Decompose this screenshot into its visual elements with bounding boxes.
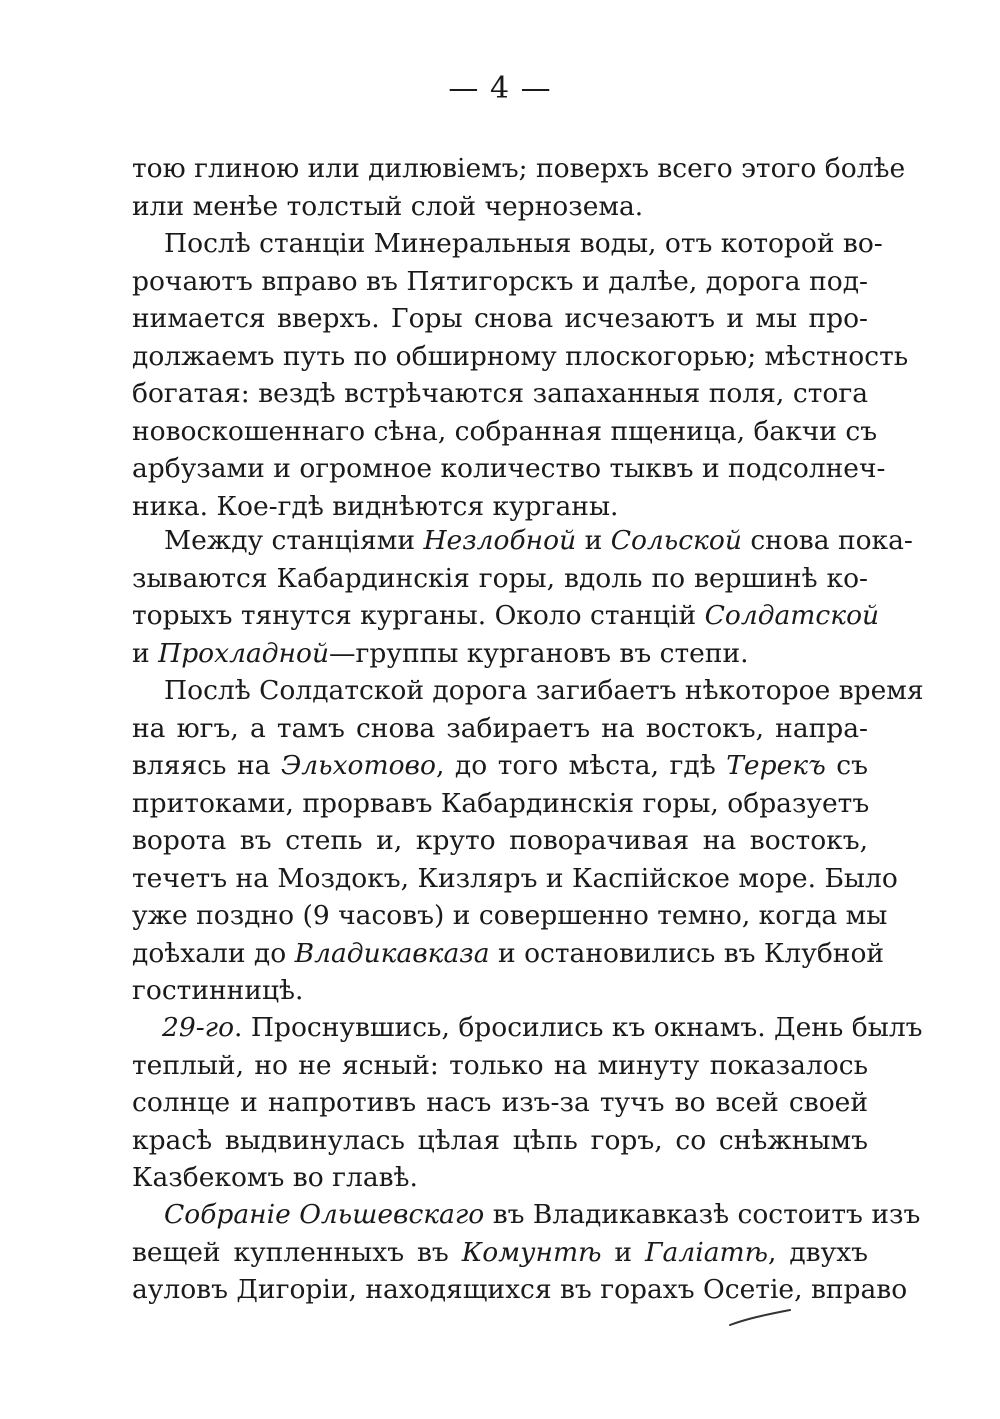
italic-place-name: Владикавказа (294, 937, 490, 969)
text-line: вляясь на Эльхотово, до того мѣста, гдѣ Терекъ съ (132, 750, 868, 781)
text-line: уже поздно (9 часовъ) и совершенно темно, когда мы (132, 900, 888, 931)
text-line: богатая: вездѣ встрѣчаются запаханныя поля, стога (132, 378, 868, 409)
italic-date: 29-го (162, 1012, 235, 1043)
text-line: новоскошеннаго сѣна, собранная пщеница, бакчи съ (132, 415, 878, 447)
text-line: доѣхали до Владикавказа и остановились въ Клубной (132, 937, 885, 969)
paragraph-6 (132, 1196, 921, 1309)
text-line: Казбекомъ во главѣ. (132, 1162, 418, 1193)
text-line: ауловъ Дигоріи, находящихся въ горахъ Осетіе, вправо (132, 1274, 908, 1305)
text-line: или менѣе толстый слой чернозема. (132, 190, 644, 222)
italic-place-name: Солдатской (704, 600, 880, 631)
paragraph-3 (132, 522, 913, 672)
text-line: рочаютъ вправо въ Пятигорскъ и далѣе, дорога под- (132, 265, 868, 297)
text-line: гостинницѣ. (132, 975, 304, 1006)
text-line: на югъ, а тамъ снова забираетъ на востокъ, напра- (132, 712, 868, 744)
text-line: Послѣ станціи Минеральныя воды, отъ которой во- (164, 228, 883, 259)
text-line: арбузами и огромное количество тыквъ и подсолнеч- (132, 453, 886, 484)
italic-place-name: Галіатѣ (645, 1236, 769, 1268)
page-number: — 4 — (448, 71, 552, 106)
text-line: 29-го. Проснувшись, бросились къ окнамъ. День былъ (162, 1012, 923, 1043)
italic-collection-name: Собраніе Ольшевскаго (164, 1199, 485, 1230)
paragraph-5 (132, 1009, 923, 1197)
text-line: должаемъ путь по обширному плоскогорью; мѣстность (132, 340, 909, 372)
text-line: торыхъ тянутся курганы. Около станцій Солдатской (132, 600, 880, 631)
text-line: течетъ на Моздокъ, Кизляръ и Каспійское море. Было (132, 862, 898, 894)
pencil-mark-icon (728, 1307, 792, 1329)
text-line: и Прохладной—группы кургановъ въ степи. (132, 637, 749, 669)
italic-place-name: Сольской (610, 525, 742, 556)
text-line: красѣ выдвинулась цѣлая цѣпь горъ, со снѣжнымъ (132, 1124, 868, 1156)
text-line: Послѣ Солдатской дорога загибаетъ нѣкоторое время (164, 675, 924, 706)
italic-place-name: Терекъ (726, 750, 826, 781)
italic-place-name: Эльхотово (281, 750, 436, 781)
paragraph-4 (132, 672, 924, 1010)
text-line: солнце и напротивъ насъ изъ-за тучъ во всей своей (132, 1087, 868, 1118)
text-line: нимается вверхъ. Горы снова исчезаютъ и мы про- (132, 303, 868, 334)
text-line: вещей купленныхъ въ Комунтѣ и Галіатѣ, двухъ (132, 1236, 868, 1268)
text-line: притоками, прорвавъ Кабардинскія горы, образуетъ (132, 787, 870, 819)
paragraph-1 (132, 150, 906, 225)
text-line: теплый, но не ясный: только на минуту показалось (132, 1049, 868, 1081)
italic-place-name: Незлобной (423, 525, 577, 556)
paragraph-2 (132, 225, 909, 525)
text-line: тою глиною или дилювіемъ; поверхъ всего этого болѣе (132, 153, 906, 184)
text-line: Собраніе Ольшевскаго въ Владикавказѣ состоитъ изъ (164, 1199, 921, 1230)
text-line: ника. Кое-гдѣ виднѣются курганы. (132, 490, 619, 522)
italic-place-name: Прохладной (158, 637, 330, 669)
text-line: Между станціями Незлобной и Сольской снова пока- (164, 525, 913, 556)
italic-place-name: Комунтѣ (461, 1236, 602, 1268)
text-line: ворота въ степь и, круто поворачивая на востокъ, (132, 825, 868, 856)
text-line: зываются Кабардинскія горы, вдоль по вершинѣ ко- (132, 562, 868, 594)
